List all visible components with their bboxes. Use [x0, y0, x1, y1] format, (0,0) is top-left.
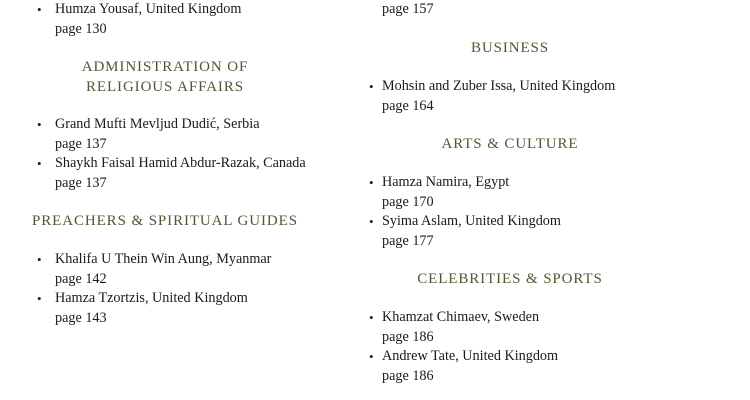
bullet-icon: •	[37, 156, 42, 171]
entry-page: page 137	[55, 174, 107, 191]
section-heading-business	[345, 38, 675, 58]
section-heading-celebrities-sports	[345, 269, 675, 289]
section-heading-arts-culture	[345, 134, 675, 154]
entry-name: Syima Aslam, United Kingdom	[382, 213, 561, 229]
entry-page: page 186	[382, 328, 434, 345]
entry-page: page 143	[55, 309, 107, 326]
section-heading-preachers	[0, 211, 330, 231]
section-heading-line: ADMINISTRATION OF	[81, 59, 249, 75]
entry-name: Hamza Namira, Egypt	[382, 174, 510, 190]
bullet-icon: •	[369, 79, 374, 94]
entry-page: page 170	[382, 193, 434, 210]
entry-page: page 177	[382, 232, 434, 249]
bullet-icon: •	[37, 291, 42, 306]
entry-name: Grand Mufti Mevljud Dudić, Serbia	[55, 116, 260, 132]
section-heading-line: PREACHERS & SPIRITUAL GUIDES	[32, 213, 298, 229]
entry-page: page 164	[382, 97, 434, 114]
bullet-icon: •	[369, 349, 374, 364]
bullet-icon: •	[369, 310, 374, 325]
section-heading-line: CELEBRITIES & SPORTS	[417, 271, 603, 287]
entry-name: Mohsin and Zuber Issa, United Kingdom	[382, 78, 616, 94]
entry-name: Shaykh Faisal Hamid Abdur-Razak, Canada	[55, 155, 306, 171]
entry-page: page 142	[55, 270, 107, 287]
section-heading-line: ARTS & CULTURE	[441, 136, 579, 152]
entry-name: Andrew Tate, United Kingdom	[382, 348, 559, 364]
bullet-icon: •	[37, 117, 42, 132]
bullet-icon: •	[369, 214, 374, 229]
entry-name: Humza Yousaf, United Kingdom	[55, 1, 242, 17]
bullet-icon: •	[369, 175, 374, 190]
entry-page: page 186	[382, 367, 434, 384]
bullet-icon: •	[37, 252, 42, 267]
entry-name: Khalifa U Thein Win Aung, Myanmar	[55, 251, 272, 267]
section-heading-administration	[0, 57, 330, 97]
entry-name: Khamzat Chimaev, Sweden	[382, 309, 540, 325]
section-heading-line: RELIGIOUS AFFAIRS	[86, 79, 244, 95]
entry-page: page 130	[55, 20, 107, 37]
section-heading-line: BUSINESS	[470, 40, 550, 56]
bullet-icon: •	[37, 2, 42, 17]
entry-name: Hamza Tzortzis, United Kingdom	[55, 290, 248, 306]
entry-page: page 137	[55, 135, 107, 152]
entry-page[interactable]: page 157	[382, 1, 434, 17]
